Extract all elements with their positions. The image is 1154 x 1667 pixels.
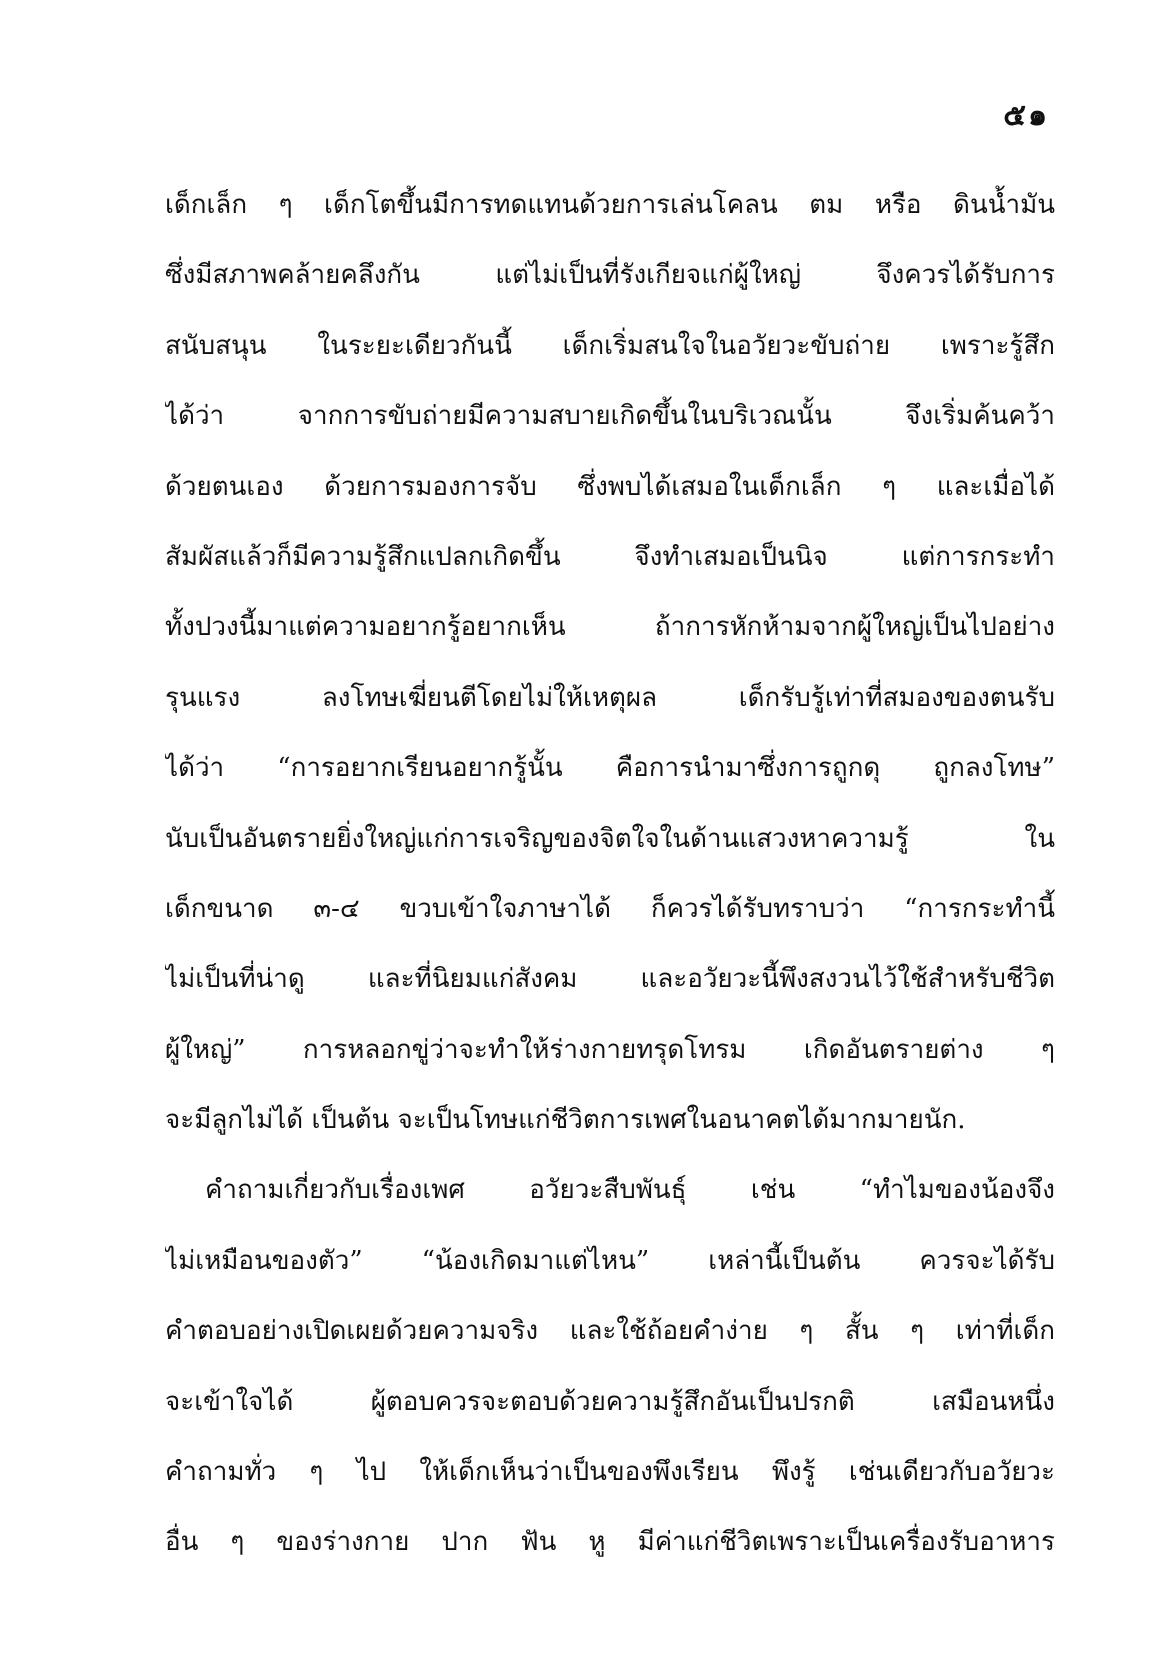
text-line: สนับสนุน ในระยะเดียวกันนี้ เด็กเริ่มสนใจในอวัยวะขับถ่าย เพราะรู้สึก bbox=[165, 330, 1055, 361]
text-line: ทั้งปวงนี้มาแต่ความอยากรู้อยากเห็น ถ้าการหักห้ามจากผู้ใหญ่เป็นไปอย่าง bbox=[165, 612, 1055, 643]
page-number: ๕๑ bbox=[1003, 98, 1049, 133]
text-line: อื่น ๆ ของร่างกาย ปาก ฟัน หู มีค่าแก่ชีวิตเพราะเป็นเครื่องรับอาหาร bbox=[165, 1527, 1055, 1558]
text-line: ซึ่งมีสภาพคล้ายคลึงกัน แต่ไม่เป็นที่รังเกียจแก่ผู้ใหญ่ จึงควรได้รับการ bbox=[165, 260, 1055, 291]
text-line: เด็กขนาด ๓-๔ ขวบเข้าใจภาษาได้ ก็ควรได้รับทราบว่า “การกระทำนี้ bbox=[165, 893, 1055, 924]
text-line: รุนแรง ลงโทษเฆี่ยนตีโดยไม่ให้เหตุผล เด็กรับรู้เท่าที่สมองของตนรับ bbox=[165, 682, 1055, 713]
text-line: นับเป็นอันตรายยิ่งใหญ่แก่การเจริญของจิตใจในด้านแสวงหาความรู้ ใน bbox=[165, 823, 1055, 854]
text-line: สัมผัสแล้วก็มีความรู้สึกแปลกเกิดขึ้น จึงทำเสมอเป็นนิจ แต่การกระทำ bbox=[165, 541, 1055, 572]
text-line: ด้วยตนเอง ด้วยการมองการจับ ซึ่งพบได้เสมอในเด็กเล็ก ๆ และเมื่อได้ bbox=[165, 471, 1055, 502]
body-text bbox=[165, 170, 1055, 1578]
text-line: ไม่เป็นที่น่าดู และที่นิยมแก่สังคม และอวัยวะนี้พึงสงวนไว้ใช้สำหรับชีวิต bbox=[165, 964, 1055, 995]
text-line: ไม่เหมือนของตัว” “น้องเกิดมาแต่ไหน” เหล่านี้เป็นต้น ควรจะได้รับ bbox=[165, 1245, 1055, 1276]
text-line: คำตอบอย่างเปิดเผยด้วยความจริง และใช้ถ้อยคำง่าย ๆ สั้น ๆ เท่าที่เด็ก bbox=[165, 1316, 1055, 1347]
text-line: ผู้ใหญ่” การหลอกขู่ว่าจะทำให้ร่างกายทรุดโทรม เกิดอันตรายต่าง ๆ bbox=[165, 1034, 1055, 1065]
text-line: จะมีลูกไม่ได้ เป็นต้น จะเป็นโทษแก่ชีวิตการเพศในอนาคตได้มากมายนัก. bbox=[165, 1105, 966, 1136]
text-line: เด็กเล็ก ๆ เด็กโตขึ้นมีการทดแทนด้วยการเล่นโคลน ตม หรือ ดินน้ำมัน bbox=[165, 190, 1055, 220]
text-line: จะเข้าใจได้ ผู้ตอบควรจะตอบด้วยความรู้สึกอันเป็นปรกติ เสมือนหนึ่ง bbox=[165, 1386, 1055, 1417]
text-line: คำถามทั่ว ๆ ไป ให้เด็กเห็นว่าเป็นของพึงเรียน พึงรู้ เช่นเดียวกับอวัยวะ bbox=[165, 1457, 1055, 1488]
text-line: ได้ว่า “การอยากเรียนอยากรู้นั้น คือการนำมาซึ่งการถูกดุ ถูกลงโทษ” bbox=[165, 753, 1055, 784]
text-line: ได้ว่า จากการขับถ่ายมีความสบายเกิดขึ้นในบริเวณนั้น จึงเริ่มค้นคว้า bbox=[165, 401, 1055, 432]
text-line: คำถามเกี่ยวกับเรื่องเพศ อวัยวะสืบพันธุ์ เช่น “ทำไมของน้องจึง bbox=[205, 1175, 1055, 1206]
